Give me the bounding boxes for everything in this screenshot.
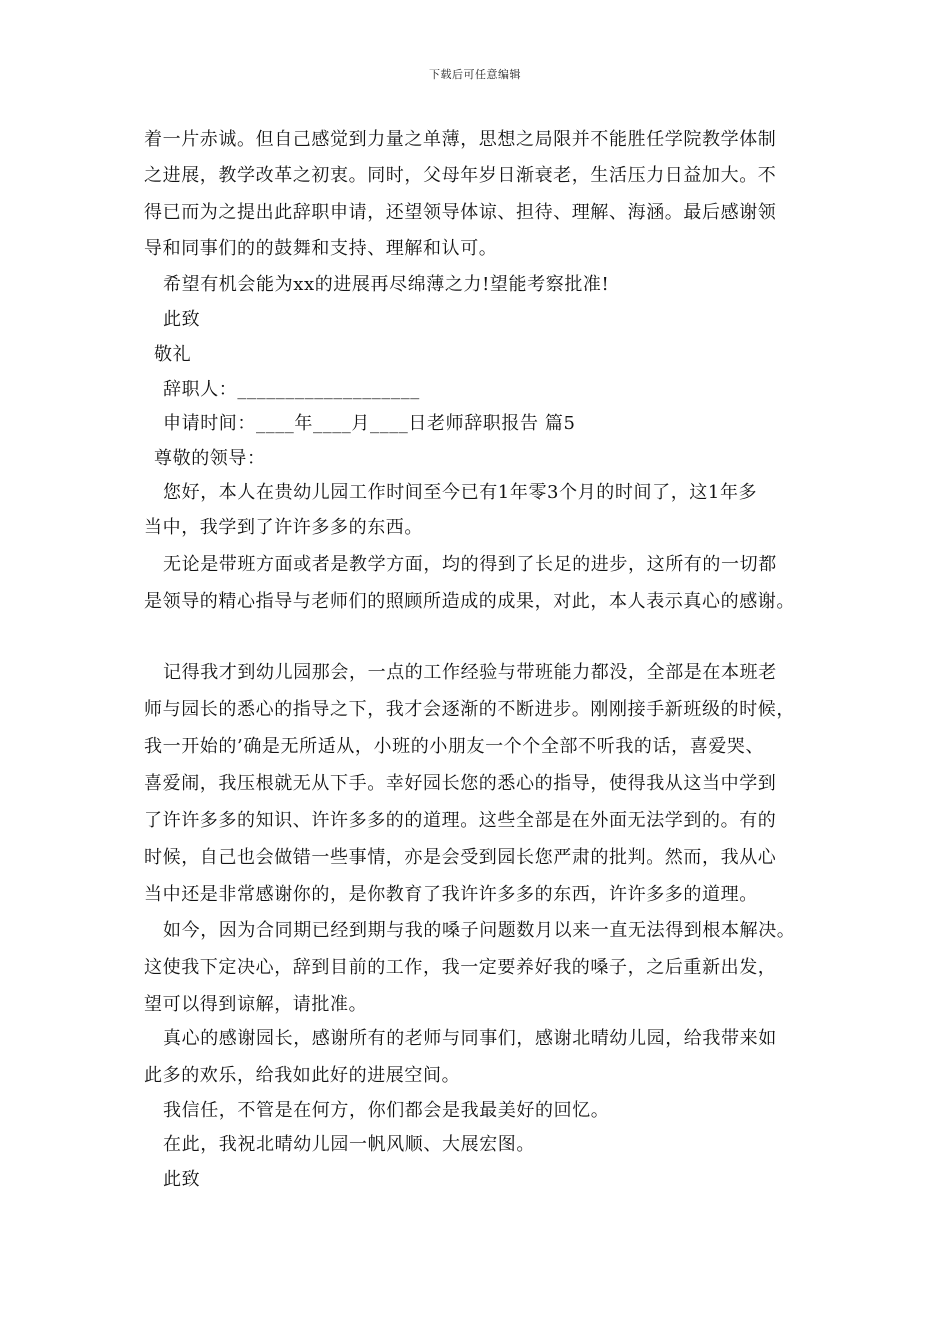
signature-line: 辞职人：___________________ <box>163 379 420 400</box>
closing-line: 此致 <box>163 1169 201 1190</box>
paragraph-line: 当中，我学到了许许多多的东西。 <box>144 517 423 538</box>
page-header: 下载后可任意编辑 <box>429 68 521 81</box>
closing-line: 此致 <box>163 309 201 330</box>
paragraph-line: 我一开始的’确是无所适从，小班的小朋友一个个全部不听我的话，喜爱哭、 <box>144 736 765 757</box>
paragraph-line: 真心的感谢园长，感谢所有的老师与同事们，感谢北晴幼儿园，给我带来如 <box>163 1028 777 1049</box>
paragraph-line: 着一片赤诚。但自己感觉到力量之单薄，思想之局限并不能胜任学院教学体制 <box>144 129 777 150</box>
paragraph-line: 无论是带班方面或者是教学方面，均的得到了长足的进步，这所有的一切都 <box>163 554 777 575</box>
paragraph-line: 在此，我祝北晴幼儿园一帆风顺、大展宏图。 <box>163 1134 535 1155</box>
paragraph-line: 望可以得到谅解，请批准。 <box>144 994 368 1015</box>
greeting-line: 尊敬的领导： <box>154 448 266 469</box>
paragraph-line: 如今，因为合同期已经到期与我的嗓子问题数月以来一直无法得到根本解决。 <box>163 920 796 941</box>
paragraph-line: 得已而为之提出此辞职申请，还望领导体谅、担待、理解、海涵。最后感谢领 <box>144 202 777 223</box>
paragraph-line: 师与园长的悉心的指导之下，我才会逐渐的不断进步。刚刚接手新班级的时候， <box>144 699 795 720</box>
paragraph-line: 希望有机会能为xx的进展再尽绵薄之力!望能考察批准! <box>163 274 610 295</box>
date-line: 申请时间：____年____月____日老师辞职报告 篇5 <box>163 413 576 434</box>
paragraph-line: 导和同事们的的鼓舞和支持、理解和认可。 <box>144 238 498 259</box>
paragraph-line: 您好，本人在贵幼儿园工作时间至今已有1年零3个月的时间了，这1年多 <box>163 482 758 503</box>
paragraph-line: 记得我才到幼儿园那会，一点的工作经验与带班能力都没，全部是在本班老 <box>163 662 777 683</box>
paragraph-line: 之进展，教学改革之初衷。同时，父母年岁日渐衰老，生活压力日益加大。不 <box>144 165 777 186</box>
paragraph-line: 时候，自己也会做错一些事情，亦是会受到园长您严肃的批判。然而，我从心 <box>144 847 777 868</box>
paragraph-line: 是领导的精心指导与老师们的照顾所造成的成果，对此，本人表示真心的感谢。 <box>144 591 795 612</box>
paragraph-line: 这使我下定决心，辞到目前的工作，我一定要养好我的嗓子，之后重新出发， <box>144 957 777 978</box>
paragraph-line: 当中还是非常感谢你的，是你教育了我许许多多的东西，许许多多的道理。 <box>144 884 758 905</box>
paragraph-line: 此多的欢乐，给我如此好的进展空间。 <box>144 1065 461 1086</box>
paragraph-line: 我信任，不管是在何方，你们都会是我最美好的回忆。 <box>163 1100 610 1121</box>
paragraph-line: 喜爱闹，我压根就无从下手。幸好园长您的悉心的指导，使得我从这当中学到 <box>144 773 777 794</box>
paragraph-line: 了许许多多的知识、许许多多的的道理。这些全部是在外面无法学到的。有的 <box>144 810 777 831</box>
salutation-line: 敬礼 <box>154 344 192 365</box>
